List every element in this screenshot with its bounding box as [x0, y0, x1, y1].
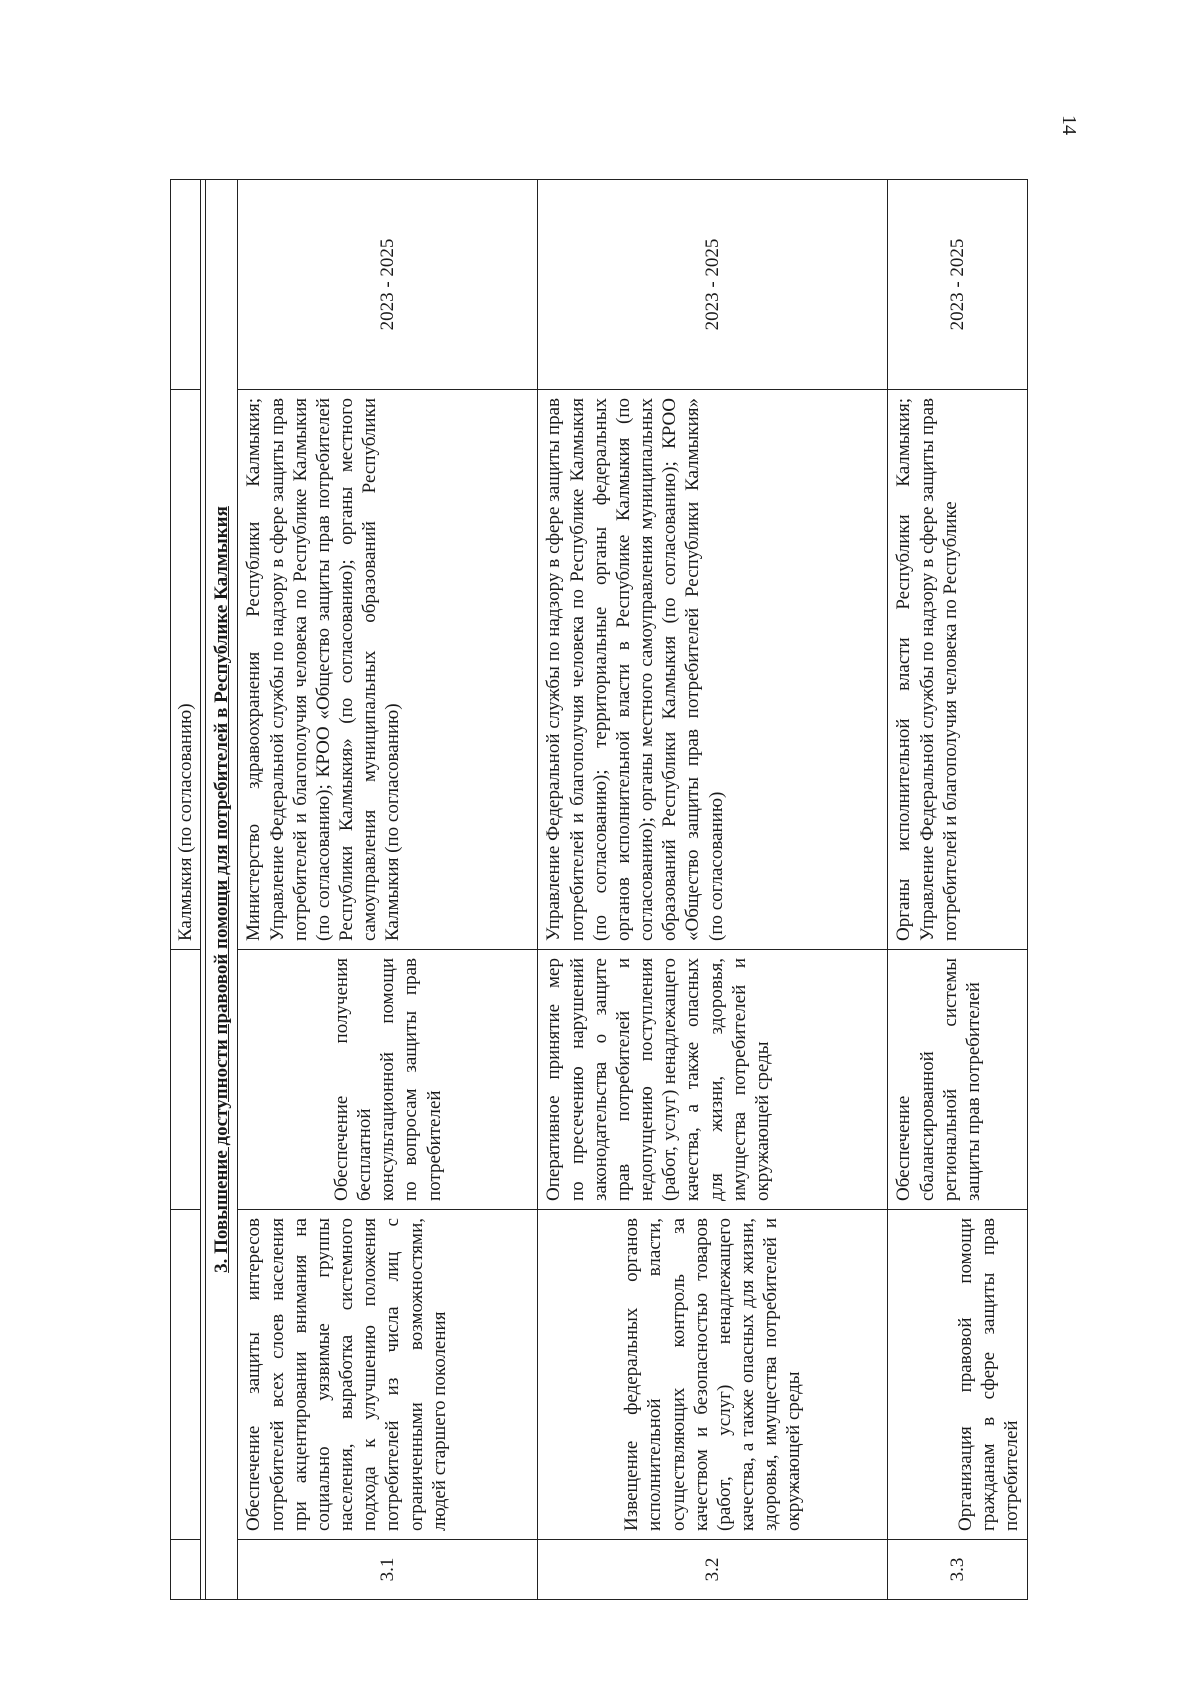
row-number: 3.2 — [538, 1540, 888, 1600]
result-cell: Обеспечение сбалансированной региональной системы защиты прав потребителей — [888, 950, 1028, 1210]
rotated-table-block — [170, 180, 1090, 1600]
executors-cell: Министерство здравоохранения Республики Калмыкия; Управление Федеральной службы по надзору в сфере защиты прав потребителей и благополучия человека по Республике Калмыкия (по согласованию); КРОО «Общество защиты прав потребителей Республики Калмыкия» (по согласованию); органы местного самоуправления муниципальных образований Республики Калмыкия (по согласованию) — [238, 390, 538, 950]
executors-cell: Органы исполнительной власти Республики Калмыкия; Управление Федеральной службы по надзору в сфере защиты прав потребителей и благополучия человека по Республике — [888, 390, 1028, 950]
section-title: 3. Повышение доступности правовой помощи для потребителей в Республике Калмыкия — [206, 180, 238, 1600]
table-row — [888, 180, 1028, 1600]
result-cell: Обеспечение получения бесплатной консультационной помощи по вопросам защиты прав потребителей — [238, 950, 538, 1210]
row-number: 3.3 — [888, 1540, 1028, 1600]
measures-table — [170, 179, 1028, 1600]
period-cell: 2023 - 2025 — [238, 180, 538, 390]
table-row — [238, 180, 538, 1600]
section-header-row — [206, 180, 238, 1600]
period-cell: 2023 - 2025 — [538, 180, 888, 390]
executors-cell: Управление Федеральной службы по надзору в сфере защиты прав потребителей и благополучия человека по Республике Калмыкия (по согласованию); территориальные органы федеральных органов исполнительной власти в Республике Калмыкия (по согласованию); органы местного самоуправления муниципальных образований Республики Калмыкия (по согласованию); КРОО «Общество защиты прав потребителей Республики Калмыкия» (по согласованию) — [538, 390, 888, 950]
table-row — [538, 180, 888, 1600]
result-cell: Оперативное принятие мер по пресечению нарушений законодательства о защите прав потребителей и недопущению поступления (работ, услуг) ненадлежащего качества, а также опасных для жизни, здоровья, имущества потребителей и окружающей среды — [538, 950, 888, 1210]
page-number: 14 — [1058, 115, 1080, 135]
period-cell: 2023 - 2025 — [888, 180, 1028, 390]
event-cell: Обеспечение защиты интересов потребителей всех слоев населения при акцентировании внимания на социально уязвимые группы населения, выработка системного подхода к улучшению положения потребителей из числа лиц с ограниченными возможностями, людей старшего поколения — [238, 1210, 538, 1540]
event-cell: Организация правовой помощи гражданам в сфере защиты прав потребителей — [888, 1210, 1028, 1540]
executor-continuation: Калмыкия (по согласованию) — [171, 390, 201, 950]
continuation-row — [171, 180, 201, 1600]
row-number: 3.1 — [238, 1540, 538, 1600]
event-cell: Извещение федеральных органов исполнительной власти, осуществляющих контроль за качеством и безопасностью товаров (работ, услуг) ненадлежащего качества, а также опасных для жизни, здоровья, имущества потребителей и окружающей среды — [538, 1210, 888, 1540]
